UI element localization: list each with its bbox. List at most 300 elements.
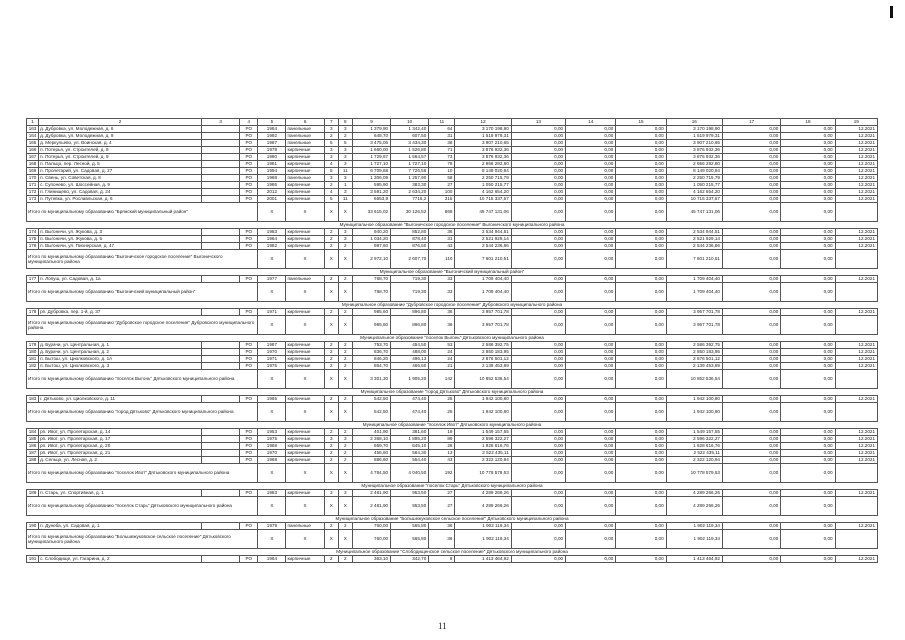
table-cell: кирпичные bbox=[286, 229, 324, 236]
table-cell: 0,00 bbox=[616, 436, 666, 443]
table-cell: 0,00 bbox=[781, 457, 835, 464]
table-cell: 2 596 322,27 bbox=[666, 436, 722, 443]
table-cell: 19 bbox=[429, 429, 455, 436]
table-cell: 0,00 bbox=[511, 342, 565, 349]
table-cell: 2 bbox=[338, 429, 352, 436]
table-cell: 454,50 bbox=[391, 342, 429, 349]
table-cell: РО bbox=[240, 363, 258, 370]
subtotal-cell: 0,00 bbox=[781, 530, 835, 549]
table-cell: 0,00 bbox=[781, 490, 835, 497]
subtotal-cell: X bbox=[286, 203, 324, 222]
table-cell: 100 bbox=[429, 189, 455, 196]
subtotal-cell: 0,00 bbox=[566, 464, 616, 483]
subtotal-cell: 10 852 536,54 bbox=[455, 370, 511, 389]
table-cell: кирпичные bbox=[286, 154, 324, 161]
table-cell: 0,00 bbox=[616, 147, 666, 154]
table-cell: 1 413 464,92 bbox=[455, 556, 511, 563]
subtotal-cell: 0,00 bbox=[722, 203, 780, 222]
subtotal-cell: 0,00 bbox=[722, 250, 780, 269]
table-cell: РО bbox=[240, 450, 258, 457]
table-cell: 985,60 bbox=[352, 309, 390, 316]
table-cell: 0,00 bbox=[511, 356, 565, 363]
table-cell: 11 bbox=[338, 168, 352, 175]
subtotal-cell: X bbox=[286, 370, 324, 389]
subtotal-cell: 0,00 bbox=[511, 497, 565, 516]
table-cell bbox=[202, 243, 240, 250]
table-cell: 10 715 337,57 bbox=[666, 196, 722, 203]
table-cell: 6 709,68 bbox=[352, 168, 390, 175]
table-cell: 2 bbox=[324, 457, 338, 464]
table-cell: 71 bbox=[429, 147, 455, 154]
table-cell: 10 bbox=[429, 168, 455, 175]
table-cell: РО bbox=[240, 236, 258, 243]
table-cell: 401,90 bbox=[352, 429, 390, 436]
table-cell: 0,00 bbox=[781, 523, 835, 530]
table-cell: 0,00 bbox=[566, 443, 616, 450]
table-cell: 0,00 bbox=[566, 490, 616, 497]
table-cell: 0,00 bbox=[781, 556, 835, 563]
table-cell: п. Глинищево, ул. Садовая, д. 24 bbox=[39, 189, 202, 196]
column-number: 5 bbox=[258, 119, 286, 126]
subtotal-cell: X bbox=[338, 250, 352, 269]
subtotal-cell: 719,30 bbox=[391, 283, 429, 302]
subtotal-cell: 192 bbox=[429, 464, 455, 483]
table-cell: 0,00 bbox=[781, 182, 835, 189]
table-cell: 0,00 bbox=[616, 236, 666, 243]
table-cell: 0,00 bbox=[566, 189, 616, 196]
table-row bbox=[27, 154, 878, 161]
table-cell: 2 bbox=[338, 342, 352, 349]
table-cell: 12.2021 bbox=[835, 236, 877, 243]
table-cell: 3 bbox=[338, 154, 352, 161]
table-cell: 753,70 bbox=[352, 342, 390, 349]
table-cell: 31 bbox=[429, 133, 455, 140]
table-cell: 2 bbox=[324, 443, 338, 450]
municipality-heading-row bbox=[27, 222, 878, 229]
table-cell: 0,00 bbox=[511, 349, 565, 356]
table-cell: 0,00 bbox=[566, 276, 616, 283]
table-cell: 0,00 bbox=[722, 175, 780, 182]
table-cell: кирпичные bbox=[286, 429, 324, 436]
table-cell: 186 bbox=[27, 443, 39, 450]
table-cell: 2 956 292,80 bbox=[666, 161, 722, 168]
table-cell: 0,00 bbox=[781, 356, 835, 363]
subtotal-cell: 788,70 bbox=[352, 283, 390, 302]
table-cell: 0,00 bbox=[781, 140, 835, 147]
table-cell: п. Путевка, ул. Рославльская, д. 6 bbox=[39, 196, 202, 203]
table-cell: 1 902 119,34 bbox=[666, 523, 722, 530]
table-cell bbox=[202, 182, 240, 189]
table-cell: кирпичные bbox=[286, 243, 324, 250]
table-cell bbox=[202, 490, 240, 497]
subtotal-cell: 0,00 bbox=[616, 464, 666, 483]
table-cell: 3 876 932,36 bbox=[455, 147, 511, 154]
column-number: 2 bbox=[39, 119, 202, 126]
column-number: 11 bbox=[429, 119, 455, 126]
subtotal-label: Итого по муниципальному образованию "Брянский муниципальный район" bbox=[27, 203, 258, 222]
table-row bbox=[27, 243, 878, 250]
table-cell: 0,00 bbox=[566, 133, 616, 140]
table-cell: 7 726,56 bbox=[391, 168, 429, 175]
subtotal-cell: 10 778 579,53 bbox=[666, 464, 722, 483]
municipality-heading-row bbox=[27, 422, 878, 429]
table-cell: 0,00 bbox=[566, 126, 616, 133]
table-cell: 1 413 464,92 bbox=[666, 556, 722, 563]
table-cell: 0,00 bbox=[781, 175, 835, 182]
table-cell: 3 907 210,65 bbox=[455, 140, 511, 147]
table-cell: 0,00 bbox=[616, 556, 666, 563]
table-cell: 836,70 bbox=[352, 349, 390, 356]
table-cell: 190 bbox=[27, 523, 39, 530]
table-cell: 0,00 bbox=[722, 196, 780, 203]
table-cell: 2 bbox=[338, 363, 352, 370]
table-cell: РО bbox=[240, 175, 258, 182]
column-number: 13 bbox=[511, 119, 565, 126]
table-cell: 1971 bbox=[258, 309, 286, 316]
table-cell: 0,00 bbox=[722, 147, 780, 154]
subtotal-cell: X bbox=[258, 370, 286, 389]
municipality-heading: Муниципальное образование "поселок Старь" Дятьковского муниципального района bbox=[27, 483, 878, 490]
table-cell: 0,00 bbox=[511, 457, 565, 464]
subtotal-cell: X bbox=[286, 497, 324, 516]
table-cell: 8 bbox=[429, 556, 455, 563]
table-cell: панельные bbox=[286, 276, 324, 283]
table-cell bbox=[202, 396, 240, 403]
table-cell: 3 170 198,90 bbox=[455, 126, 511, 133]
table-row bbox=[27, 363, 878, 370]
table-cell: 1 828 616,76 bbox=[455, 443, 511, 450]
table-cell: 0,00 bbox=[566, 556, 616, 563]
subtotal-cell: 7 601 210,51 bbox=[666, 250, 722, 269]
table-cell: 1984 bbox=[258, 126, 286, 133]
table-cell: 383,30 bbox=[391, 182, 429, 189]
municipality-heading-row bbox=[27, 549, 878, 556]
subtotal-cell: X bbox=[338, 497, 352, 516]
table-cell: 169 bbox=[27, 168, 39, 175]
table-cell: 0,00 bbox=[616, 140, 666, 147]
table-cell: 0,00 bbox=[722, 436, 780, 443]
table-cell: 607,50 bbox=[391, 133, 429, 140]
table-cell: 185 bbox=[27, 436, 39, 443]
subtotal-cell: X bbox=[286, 403, 324, 422]
table-cell: РО bbox=[240, 126, 258, 133]
table-cell: 4 289 266,26 bbox=[666, 490, 722, 497]
table-cell: 456,60 bbox=[352, 450, 390, 457]
table-cell: 0,00 bbox=[511, 243, 565, 250]
column-number: 9 bbox=[352, 119, 390, 126]
table-cell: 565,80 bbox=[391, 523, 429, 530]
subtotal-cell: X bbox=[324, 370, 338, 389]
subtotal-cell: 142 bbox=[429, 370, 455, 389]
table-row bbox=[27, 349, 878, 356]
subtotal-cell: 0,00 bbox=[781, 250, 835, 269]
table-cell: 1986 bbox=[258, 182, 286, 189]
subtotal-cell: X bbox=[324, 403, 338, 422]
table-cell: 2 596 322,27 bbox=[455, 436, 511, 443]
table-cell: д. Бурачи, ул. Центральная, д. 1 bbox=[39, 342, 202, 349]
table-cell: 846,20 bbox=[352, 356, 390, 363]
table-cell: 760,00 bbox=[352, 523, 390, 530]
table-cell: 3 876 932,36 bbox=[666, 147, 722, 154]
subtotal-cell: 0,00 bbox=[511, 403, 565, 422]
subtotal-cell bbox=[835, 497, 877, 516]
table-cell: 2 250 715,79 bbox=[666, 175, 722, 182]
subtotal-row bbox=[27, 250, 878, 269]
table-cell: 1 050 215,77 bbox=[666, 182, 722, 189]
table-cell: 0,00 bbox=[722, 457, 780, 464]
subtotal-cell: X bbox=[338, 370, 352, 389]
table-cell: 3 475,06 bbox=[352, 140, 390, 147]
table-cell: 12.2021 bbox=[835, 276, 877, 283]
subtotal-cell: 1 902 119,34 bbox=[455, 530, 511, 549]
table-cell: 363,10 bbox=[352, 556, 390, 563]
table-cell: 36 bbox=[429, 309, 455, 316]
table-cell: п. Пальцо, пер. Лесной, д. 5 bbox=[39, 161, 202, 168]
subtotal-cell: 0,00 bbox=[616, 203, 666, 222]
table-cell: 180 bbox=[27, 349, 39, 356]
table-cell: 0,00 bbox=[722, 356, 780, 363]
table-cell: 2 250 715,79 bbox=[455, 175, 511, 182]
table-cell: 1994 bbox=[258, 168, 286, 175]
column-number: 15 bbox=[616, 119, 666, 126]
table-cell: 1975 bbox=[258, 363, 286, 370]
table-cell: 0,00 bbox=[781, 342, 835, 349]
table-cell: 0,00 bbox=[616, 490, 666, 497]
table-cell: 163 bbox=[27, 126, 39, 133]
table-cell: кирпичные bbox=[286, 182, 324, 189]
table-cell: 175 bbox=[27, 236, 39, 243]
table-cell: кирпичные bbox=[286, 168, 324, 175]
table-cell: 7716,2 bbox=[391, 196, 429, 203]
table-cell: 2 139 453,89 bbox=[666, 363, 722, 370]
table-cell: 2 bbox=[324, 342, 338, 349]
subtotal-cell: 0,00 bbox=[616, 283, 666, 302]
subtotal-cell: X bbox=[324, 316, 338, 335]
table-cell: 12.2021 bbox=[835, 243, 877, 250]
table-cell: п. Старь, ул. Спортивная, д. 1 bbox=[39, 490, 202, 497]
table-cell: 1992 bbox=[258, 133, 286, 140]
subtotal-cell: 1 905,20 bbox=[391, 370, 429, 389]
table-cell: 0,00 bbox=[511, 175, 565, 182]
table-cell bbox=[202, 356, 240, 363]
table-cell: 12.2021 bbox=[835, 126, 877, 133]
table-cell: РО bbox=[240, 133, 258, 140]
table-row bbox=[27, 342, 878, 349]
subtotal-cell: 0,00 bbox=[566, 203, 616, 222]
subtotal-cell: 0,00 bbox=[781, 497, 835, 516]
subtotal-cell: 0,00 bbox=[722, 370, 780, 389]
table-cell: 2 bbox=[338, 523, 352, 530]
table-cell: 0,00 bbox=[616, 443, 666, 450]
table-cell: 595,90 bbox=[352, 182, 390, 189]
table-cell: 36 bbox=[429, 523, 455, 530]
table-cell: РО bbox=[240, 276, 258, 283]
table-cell: кирпичные bbox=[286, 363, 324, 370]
table-cell: 2 322 120,94 bbox=[666, 457, 722, 464]
subtotal-cell: 3 301,30 bbox=[352, 370, 390, 389]
subtotal-cell bbox=[835, 250, 877, 269]
table-cell: кирпичные bbox=[286, 309, 324, 316]
table-cell: 0,00 bbox=[722, 363, 780, 370]
table-cell: 12.2021 bbox=[835, 189, 877, 196]
table-cell: 177 bbox=[27, 276, 39, 283]
table-cell: 0,00 bbox=[566, 168, 616, 175]
table-cell: 2 586 392,75 bbox=[455, 342, 511, 349]
table-cell: 940,20 bbox=[352, 229, 390, 236]
table-cell bbox=[202, 229, 240, 236]
table-cell: 0,00 bbox=[616, 457, 666, 464]
subtotal-cell: X bbox=[258, 283, 286, 302]
table-cell: 0,00 bbox=[616, 363, 666, 370]
subtotal-cell: 0,00 bbox=[722, 316, 780, 335]
subtotal-cell: 0,00 bbox=[781, 370, 835, 389]
table-cell: 1968 bbox=[258, 457, 286, 464]
subtotal-cell: X bbox=[258, 316, 286, 335]
table-cell: 0,00 bbox=[566, 363, 616, 370]
table-cell bbox=[202, 429, 240, 436]
table-cell: 31 bbox=[429, 236, 455, 243]
table-cell: п. Выгоничи, ул. Жукова, д. 5 bbox=[39, 236, 202, 243]
municipality-heading: Муниципальное образование "Выгоничское городское поселение" Выгоничского муниципального района bbox=[27, 222, 878, 229]
table-cell: 2 956 292,80 bbox=[455, 161, 511, 168]
table-cell: 0,00 bbox=[781, 126, 835, 133]
table-cell: РО bbox=[240, 490, 258, 497]
table-cell: 2 bbox=[324, 309, 338, 316]
table-cell: 496,13 bbox=[391, 356, 429, 363]
table-cell: кирпичные bbox=[286, 490, 324, 497]
table-cell: 2 534 944,51 bbox=[666, 229, 722, 236]
table-cell: п. Бытош, ул. Циолковского, д. 3 bbox=[39, 363, 202, 370]
table-cell: 1968 bbox=[258, 443, 286, 450]
table-cell: 0,00 bbox=[616, 229, 666, 236]
table-cell: 0,00 bbox=[781, 276, 835, 283]
table-cell: 181 bbox=[27, 356, 39, 363]
subtotal-cell: 0,00 bbox=[616, 403, 666, 422]
table-cell: 0,00 bbox=[511, 161, 565, 168]
table-cell: РО bbox=[240, 140, 258, 147]
subtotal-cell: 474,40 bbox=[391, 403, 429, 422]
table-cell: 1983 bbox=[258, 490, 286, 497]
table-row bbox=[27, 450, 878, 457]
table-cell: 0,00 bbox=[722, 556, 780, 563]
table-row bbox=[27, 429, 878, 436]
table-cell: 12.2021 bbox=[835, 349, 877, 356]
table-cell: кирпичные bbox=[286, 396, 324, 403]
table-cell bbox=[202, 309, 240, 316]
page-edge-mark bbox=[890, 6, 893, 18]
table-cell bbox=[202, 342, 240, 349]
table-cell: 5 bbox=[324, 140, 338, 147]
table-row bbox=[27, 443, 878, 450]
table-cell: 2012 bbox=[258, 189, 286, 196]
table-cell: 0,00 bbox=[781, 450, 835, 457]
table-cell bbox=[202, 126, 240, 133]
subtotal-cell: 3 957 701,78 bbox=[455, 316, 511, 335]
table-cell: 38 bbox=[429, 140, 455, 147]
table-cell: 187 bbox=[27, 450, 39, 457]
subtotal-cell: X bbox=[338, 203, 352, 222]
table-cell: 1 526,80 bbox=[391, 147, 429, 154]
subtotal-cell: 1 942 100,80 bbox=[455, 403, 511, 422]
table-cell: 997,60 bbox=[352, 243, 390, 250]
subtotal-cell: 0,00 bbox=[722, 403, 780, 422]
table-cell: 0,00 bbox=[781, 133, 835, 140]
subtotal-cell: X bbox=[258, 530, 286, 549]
table-cell: 2 634,20 bbox=[391, 189, 429, 196]
table-cell: 168 bbox=[27, 161, 39, 168]
table-cell: 174 bbox=[27, 229, 39, 236]
subtotal-cell: 2 972,10 bbox=[352, 250, 390, 269]
table-cell: 0,00 bbox=[511, 168, 565, 175]
table-cell: 0,00 bbox=[781, 243, 835, 250]
table-cell: 0,00 bbox=[722, 133, 780, 140]
table-cell: 0,00 bbox=[616, 309, 666, 316]
subtotal-cell: 0,00 bbox=[722, 464, 780, 483]
table-cell: п. Выгоничи, ул. Жукова, д. 3 bbox=[39, 229, 202, 236]
page-number: 11 bbox=[438, 621, 447, 631]
table-row bbox=[27, 276, 878, 283]
table-cell: 3 876 932,36 bbox=[666, 154, 722, 161]
subtotal-cell: X bbox=[286, 316, 324, 335]
table-cell: 0,00 bbox=[616, 189, 666, 196]
table-cell: 2 bbox=[324, 349, 338, 356]
table-cell: 2 481,90 bbox=[352, 490, 390, 497]
table-cell: 0,00 bbox=[566, 236, 616, 243]
subtotal-cell: X bbox=[324, 530, 338, 549]
table-cell: рп. Ивот, ул. Пролетарская, д. 14 bbox=[39, 429, 202, 436]
table-cell: 64 bbox=[429, 126, 455, 133]
table-cell: 719,30 bbox=[391, 276, 429, 283]
table-cell: 1 942 100,80 bbox=[455, 396, 511, 403]
subtotal-cell: 0,00 bbox=[722, 283, 780, 302]
subtotal-row bbox=[27, 283, 878, 302]
subtotal-cell: 0,00 bbox=[511, 316, 565, 335]
subtotal-cell: X bbox=[338, 283, 352, 302]
table-cell: 1968 bbox=[258, 175, 286, 182]
table-cell: 0,00 bbox=[511, 490, 565, 497]
table-cell: п. Пролетарий, ул. Садовая, д. 27 bbox=[39, 168, 202, 175]
table-cell: 2 bbox=[338, 396, 352, 403]
table-cell: 2 bbox=[324, 363, 338, 370]
subtotal-cell: 1 709 404,40 bbox=[666, 283, 722, 302]
subtotal-label: Итого по муниципальному образованию "Выгоничский муниципальный район" bbox=[27, 283, 258, 302]
table-cell: 1 379,90 bbox=[352, 126, 390, 133]
municipality-heading: Муниципальное образование "Большежуковское сельское поселение" Дятьковского муниципального района bbox=[27, 516, 878, 523]
table-cell: 3 170 198,90 bbox=[666, 126, 722, 133]
table-cell: 0,00 bbox=[616, 429, 666, 436]
subtotal-cell bbox=[835, 530, 877, 549]
table-cell: 3 bbox=[338, 436, 352, 443]
table-cell: 78 bbox=[429, 161, 455, 168]
table-cell: 164 bbox=[27, 133, 39, 140]
table-cell: 3 bbox=[338, 175, 352, 182]
table-cell: 0,00 bbox=[781, 436, 835, 443]
table-cell: 2001 bbox=[258, 196, 286, 203]
table-cell: 12.2021 bbox=[835, 147, 877, 154]
table-row bbox=[27, 175, 878, 182]
table-cell: 1 519 979,31 bbox=[455, 133, 511, 140]
column-number: 14 bbox=[566, 119, 616, 126]
subtotal-cell: 0,00 bbox=[616, 497, 666, 516]
table-cell: 5 bbox=[324, 196, 338, 203]
subtotal-cell: 27 bbox=[429, 497, 455, 516]
table-cell: 2 bbox=[324, 356, 338, 363]
table-cell: 33 bbox=[429, 276, 455, 283]
table-cell: с. Супонево, ул. Шоссейная, д. 9 bbox=[39, 182, 202, 189]
table-cell: 2 bbox=[338, 556, 352, 563]
table-cell bbox=[202, 236, 240, 243]
table-cell: 0,00 bbox=[566, 161, 616, 168]
